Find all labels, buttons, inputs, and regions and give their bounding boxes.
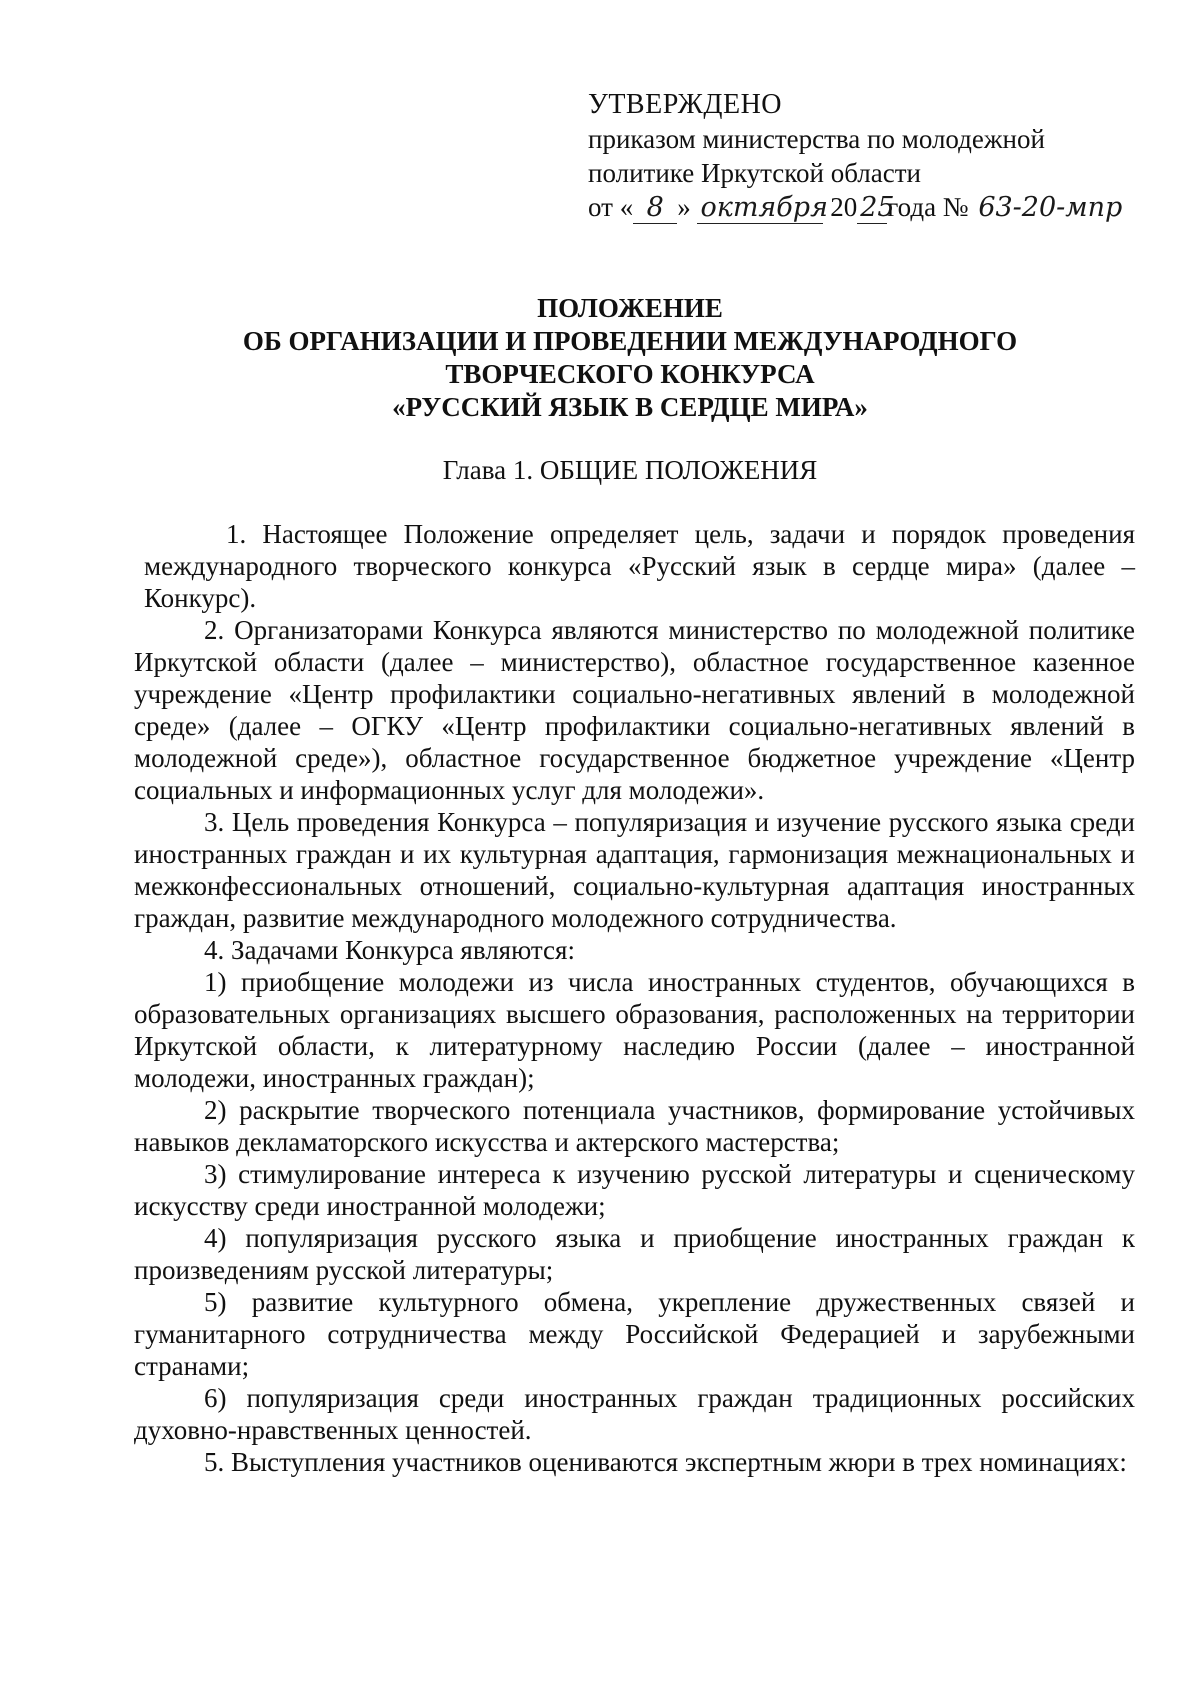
handwritten-order-number: 63-20-мпр — [978, 192, 1123, 223]
title-line-2: ОБ ОРГАНИЗАЦИИ И ПРОВЕДЕНИИ МЕЖДУНАРОДНОГО — [242, 326, 1018, 356]
list-item-3: 3) стимулирование интереса к изучению русской литературы и сценическому искусству среди иностранной молодежи; — [134, 1159, 1135, 1221]
handwritten-month: октября — [697, 193, 823, 224]
approval-line-2: политике Иркутской области — [588, 158, 921, 188]
approval-stamp-block — [588, 88, 1148, 224]
handwritten-year: 25 — [857, 193, 887, 224]
document-title — [120, 292, 1140, 424]
paragraph-1: 1. Настоящее Положение определяет цель, задачи и порядок проведения международного творческого конкурса «Русский язык в сердце мира» (далее – Конкурс). — [144, 519, 1135, 613]
paragraph-4: 4. Задачами Конкурса являются: — [204, 935, 575, 965]
paragraph-2: 2. Организаторами Конкурса являются министерство по молодежной политике Иркутской области (далее – министерство), областное государственное казенное учреждение «Центр профилактики социально-негативных явлений в молодежной среде» (далее – ОГКУ «Центр профилактики социально-негативных явлений в молодежной среде»), областное государственное бюджетное учреждение «Центр социальных и информационных услуг для молодежи». — [134, 615, 1135, 805]
handwritten-day: 8 — [633, 193, 677, 224]
approval-header: УТВЕРЖДЕНО — [588, 89, 783, 120]
paragraph-3: 3. Цель проведения Конкурса – популяризация и изучение русского языка среди иностранных граждан и их культурная адаптация, гармонизация межнациональных и межконфессиональных отношений, социально-культурная адаптация иностранных граждан, развитие международного молодежного сотрудничества. — [134, 807, 1135, 933]
year-prefix: 20 — [830, 192, 858, 222]
list-item-4: 4) популяризация русского языка и приобщение иностранных граждан к произведениям русской литературы; — [134, 1223, 1135, 1285]
approval-line-1: приказом министерства по молодежной — [588, 124, 1045, 154]
list-item-1: 1) приобщение молодежи из числа иностранных студентов, обучающихся в образовательных организациях высшего образования, расположенных на территории Иркутской области, к литературному наследию России (далее – иностранной молодежи, иностранных граждан); — [134, 967, 1135, 1093]
title-line-1: ПОЛОЖЕНИЕ — [537, 293, 723, 323]
chapter-heading: Глава 1. ОБЩИЕ ПОЛОЖЕНИЯ — [442, 455, 818, 485]
approval-date-line — [588, 190, 1148, 224]
list-item-6: 6) популяризация среди иностранных граждан традиционных российских духовно-нравственных ценностей. — [134, 1383, 1135, 1445]
paragraph-5: 5. Выступления участников оцениваются экспертным жюри в трех номинациях: — [204, 1447, 1127, 1477]
year-word: года № — [887, 192, 969, 222]
title-line-4: «РУССКИЙ ЯЗЫК В СЕРДЦЕ МИРА» — [392, 392, 868, 422]
list-item-5: 5) развитие культурного обмена, укрепление дружественных связей и гуманитарного сотрудничества между Российской Федерацией и зарубежными странами; — [134, 1287, 1135, 1381]
list-item-2: 2) раскрытие творческого потенциала участников, формирование устойчивых навыков декламаторского искусства и актерского мастерства; — [134, 1095, 1135, 1157]
date-prefix: от « — [588, 192, 634, 222]
date-mid: » — [677, 192, 691, 222]
document-body — [134, 518, 1135, 1478]
title-line-3: ТВОРЧЕСКОГО КОНКУРСА — [445, 359, 815, 389]
